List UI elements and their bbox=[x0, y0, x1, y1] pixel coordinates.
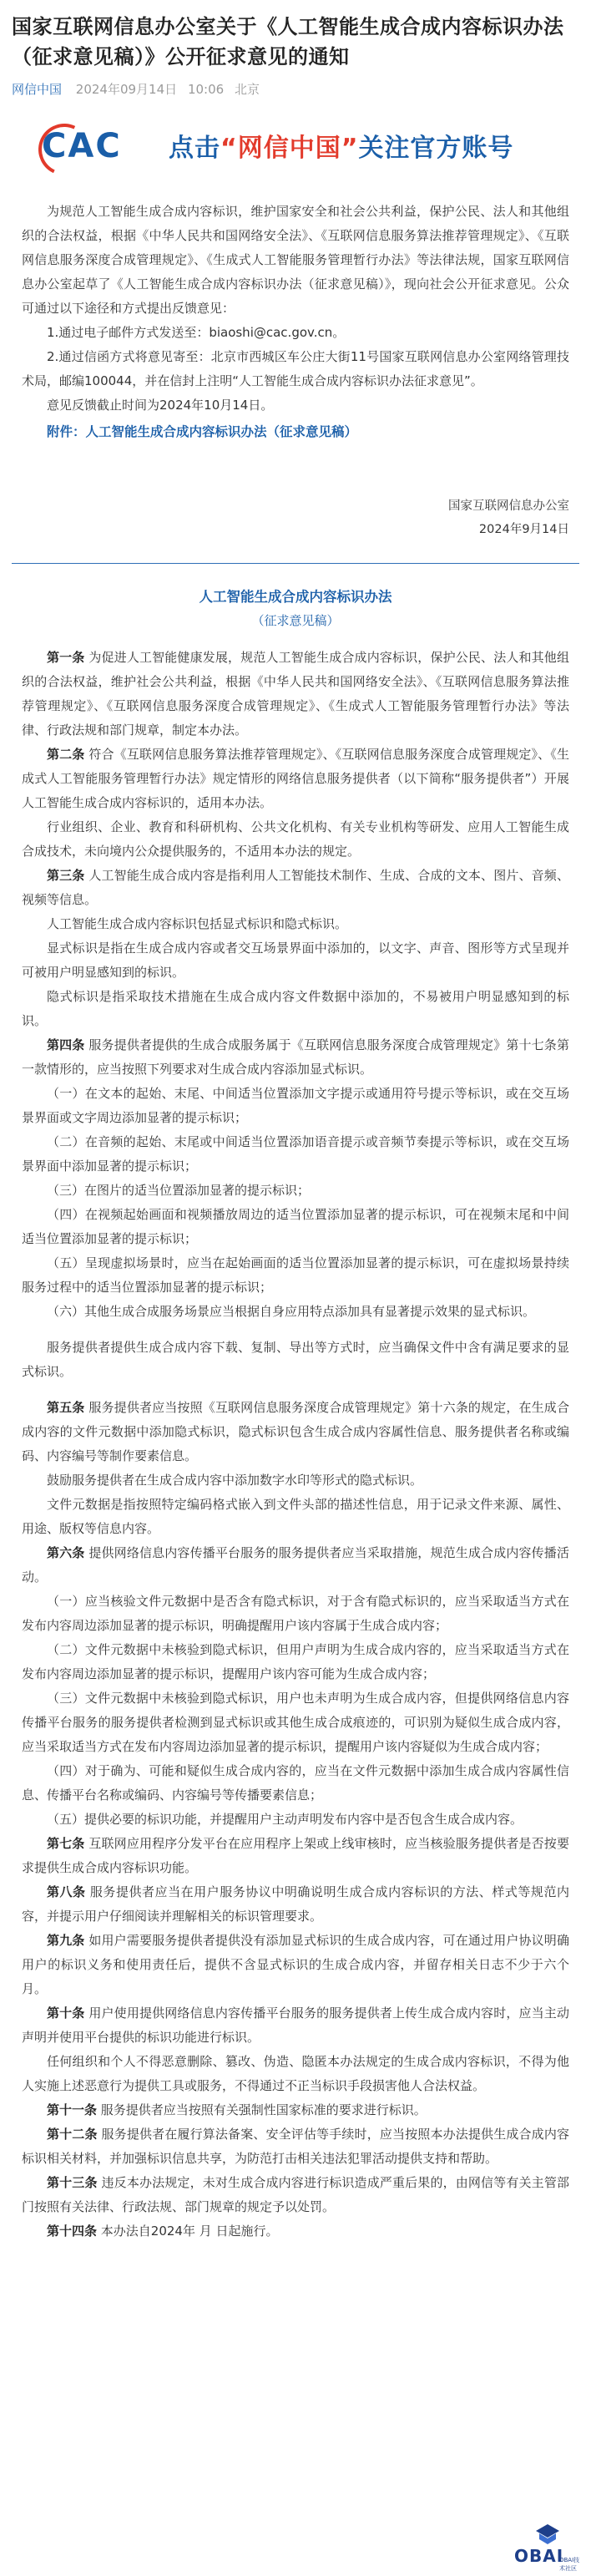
article-text: 为促进人工智能健康发展，规范人工智能生成合成内容标识，保护公民、法人和其他组织的合法权益，维护社会公共利益，根据《中华人民共和国网络安全法》、《互联网信息服务算法推荐管理规定》、《互联网信息服务深度合成管理规定》、《生成式人工智能服务管理暂行办法》等法律、行政法规和部门规章，制定本办法。 bbox=[22, 650, 569, 738]
clause-paragraph bbox=[22, 1590, 569, 1638]
article-number: 第二条 bbox=[47, 747, 85, 762]
regulation-title: 人工智能生成合成内容标识办法 bbox=[199, 589, 392, 605]
article-text: （四）对于确为、可能和疑似生成合成内容的，应当在文件元数据中添加生成合成内容属性信息、传播平台名称或编码、内容编号等传播要素信息； bbox=[22, 1763, 569, 1803]
article-text: （六）其他生成合成服务场景应当根据自身应用特点添加具有显著提示效果的显式标识。 bbox=[47, 1304, 536, 1319]
article-paragraph bbox=[22, 2219, 569, 2244]
article-text: 服务提供者提供的生成合成服务属于《互联网信息服务深度合成管理规定》第十七条第一款情形的，应当按照下列要求对生成合成内容添加显式标识。 bbox=[22, 1037, 569, 1077]
banner-suffix: 关注官方账号 bbox=[358, 134, 514, 163]
article-text: 人工智能生成合成内容标识包括显式标识和隐式标识。 bbox=[47, 916, 348, 931]
notice-paragraph: 为规范人工智能生成合成内容标识，维护国家安全和社会公共利益，保护公民、法人和其他组织的合法权益，根据《中华人民共和国网络安全法》、《互联网信息服务算法推荐管理规定》、《互联网信息服务深度合成管理规定》、《生成式人工智能服务管理暂行办法》等法律法规，国家互联网信息办公室起草了《人工智能生成合成内容标识办法（征求意见稿）》，现向社会公开征求意见。公众可通过以下途径和方式提出反馈意见： bbox=[22, 204, 569, 316]
attachment-link[interactable]: 附件：人工智能生成合成内容标识办法（征求意见稿） bbox=[47, 424, 358, 439]
article-text: （四）在视频起始画面和视频播放周边的适当位置添加显著的提示标识，可在视频末尾和中间适当位置添加显著的提示标识； bbox=[22, 1207, 569, 1246]
article-text: 如用户需要服务提供者提供没有添加显式标识的生成合成内容，可在通过用户协议明确用户的标识义务和使用责任后，提供不含显式标识的生成合成内容，并留存相关日志不少于六个月。 bbox=[22, 1933, 569, 1996]
article-text: （三）在图片的适当位置添加显著的提示标识； bbox=[47, 1183, 311, 1198]
notice-paragraph: 2.通过信函方式将意见寄至：北京市西城区车公庄大街11号国家互联网信息办公室网络管理技术局，邮编100044，并在信封上注明“人工智能生成合成内容标识办法征求意见”。 bbox=[22, 349, 569, 388]
banner-text bbox=[169, 127, 513, 164]
article-paragraph bbox=[22, 1880, 569, 1929]
article-text: 显式标识是指在生成合成内容或者交互场景界面中添加的，以文字、声音、图形等方式呈现并可被用户明显感知到的标识。 bbox=[22, 941, 569, 980]
article-text: 任何组织和个人不得恶意删除、篡改、伪造、隐匿本办法规定的生成合成内容标识，不得为他人实施上述恶意行为提供工具或服务，不得通过不正当标识手段损害他人合法权益。 bbox=[22, 2054, 569, 2093]
article-text: （一）在文本的起始、末尾、中间适当位置添加文字提示或通用符号提示等标识，或在交互场景界面或文字周边添加显著的提示标识； bbox=[22, 1086, 569, 1125]
signature-org: 国家互联网信息办公室 bbox=[448, 499, 569, 513]
clause-paragraph bbox=[22, 936, 569, 985]
clause-paragraph bbox=[22, 1468, 569, 1493]
publish-time: 10:06 bbox=[187, 82, 225, 97]
article-text: 符合《互联网信息服务算法推荐管理规定》、《互联网信息服务深度合成管理规定》、《生成式人工智能服务管理暂行办法》规定情形的网络信息服务提供者（以下简称“服务提供者”）开展人工智能生成合成内容标识的，适用本办法。 bbox=[22, 747, 569, 810]
watermark-logo bbox=[514, 2523, 581, 2572]
article-paragraph bbox=[22, 1033, 569, 1082]
article-text: 违反本办法规定，未对生成合成内容进行标识造成严重后果的，由网信等有关主管部门按照有关法律、行政法规、部门规章的规定予以处罚。 bbox=[22, 2175, 569, 2214]
clause-paragraph bbox=[22, 2050, 569, 2098]
article-text: （五）呈现虚拟场景时，应当在起始画面的适当位置添加显著的提示标识，可在虚拟场景持续服务过程中的适当位置添加显著的提示标识； bbox=[22, 1255, 569, 1295]
article-number: 第十条 bbox=[47, 2006, 85, 2021]
article-text: 服务提供者应当按照《互联网信息服务深度合成管理规定》第十六条的规定，在生成合成内容的文件元数据中添加隐式标识，隐式标识包含生成合成内容属性信息、服务提供者名称或编码、内容编号等制作要素信息。 bbox=[22, 1400, 569, 1463]
clause-paragraph bbox=[22, 1300, 569, 1324]
publish-date: 2024年09月14日 bbox=[75, 82, 178, 97]
logo-text: CAC bbox=[42, 127, 122, 165]
article-number: 第一条 bbox=[47, 650, 85, 665]
article-title: 国家互联网信息办公室关于《人工智能生成合成内容标识办法（征求意见稿）》公开征求意见的通知 bbox=[12, 15, 564, 68]
banner-highlight: “网信中国” bbox=[220, 134, 359, 163]
article-number: 第七条 bbox=[47, 1836, 85, 1851]
article-paragraph bbox=[22, 743, 569, 815]
article-text: 鼓励服务提供者在生成合成内容中添加数字水印等形式的隐式标识。 bbox=[47, 1473, 423, 1488]
clause-paragraph bbox=[22, 1082, 569, 1130]
article-paragraph bbox=[22, 2122, 569, 2171]
watermark-icon bbox=[534, 2523, 561, 2546]
clause-paragraph bbox=[22, 1638, 569, 1686]
divider bbox=[12, 563, 579, 564]
regulation-body bbox=[12, 586, 579, 2244]
source-link[interactable]: 网信中国 bbox=[12, 82, 63, 97]
clause-paragraph bbox=[22, 1203, 569, 1251]
watermark-subtext: OBAI技术社区 bbox=[559, 2557, 580, 2572]
article-number: 第四条 bbox=[47, 1037, 85, 1052]
article-number: 第六条 bbox=[47, 1545, 85, 1560]
article-paragraph bbox=[22, 1541, 569, 1590]
banner-prefix: 点击 bbox=[169, 134, 220, 163]
spacer bbox=[22, 1384, 569, 1396]
article-meta bbox=[12, 80, 579, 98]
article-text: 人工智能生成合成内容是指利用人工智能技术制作、生成、合成的文本、图片、音频、视频等信息。 bbox=[22, 868, 569, 907]
article-text: 本办法自2024年 月 日起施行。 bbox=[100, 2224, 279, 2239]
article-number: 第五条 bbox=[47, 1400, 85, 1415]
notice-paragraph: 1.通过电子邮件方式发送至：biaoshi@cac.gov.cn。 bbox=[47, 325, 346, 340]
article-paragraph bbox=[22, 1832, 569, 1880]
spacer bbox=[22, 1324, 569, 1336]
article-paragraph bbox=[22, 1396, 569, 1468]
article-paragraph bbox=[22, 646, 569, 743]
signature-date: 2024年9月14日 bbox=[478, 523, 569, 536]
cac-logo-icon bbox=[35, 120, 152, 170]
article-paragraph bbox=[22, 2098, 569, 2122]
clause-paragraph bbox=[22, 1179, 569, 1203]
clause-paragraph bbox=[22, 1336, 569, 1384]
article-text: （一）应当核验文件元数据中是否含有隐式标识，对于含有隐式标识的，应当采取适当方式在发布内容周边添加显著的提示标识，明确提醒用户该内容属于生成合成内容； bbox=[22, 1594, 569, 1633]
article-text: 行业组织、企业、教育和科研机构、公共文化机构、有关专业机构等研发、应用人工智能生成合成技术，未向境内公众提供服务的，不适用本办法的规定。 bbox=[22, 819, 569, 859]
article-number: 第十二条 bbox=[47, 2127, 98, 2142]
article-text: 服务提供者在履行算法备案、安全评估等手续时，应当按照本办法提供生成合成内容标识相关材料，并加强标识信息共享，为防范打击相关违法犯罪活动提供支持和帮助。 bbox=[22, 2127, 569, 2166]
clause-paragraph bbox=[22, 815, 569, 864]
article-text: 服务提供者应当在用户服务协议中明确说明生成合成内容标识的方法、样式等规范内容，并提示用户仔细阅读并理解相关的标识管理要求。 bbox=[22, 1884, 569, 1924]
article-paragraph bbox=[22, 2001, 569, 2050]
notice-paragraph: 意见反馈截止时间为2024年10月14日。 bbox=[47, 398, 274, 413]
article-paragraph bbox=[22, 1929, 569, 2001]
publish-location: 北京 bbox=[234, 82, 260, 97]
article-text: 用户使用提供网络信息内容传播平台服务的服务提供者上传生成合成内容时，应当主动声明并使用平台提供的标识功能进行标识。 bbox=[22, 2006, 569, 2045]
signature bbox=[22, 494, 569, 541]
article-text: 服务提供者提供生成合成内容下载、复制、导出等方式时，应当确保文件中含有满足要求的显式标识。 bbox=[22, 1340, 569, 1379]
article-text: （五）提供必要的标识功能，并提醒用户主动声明发布内容中是否包含生成合成内容。 bbox=[47, 1812, 523, 1827]
article-number: 第八条 bbox=[47, 1884, 86, 1899]
article-paragraph bbox=[22, 864, 569, 912]
article-number: 第十四条 bbox=[47, 2224, 98, 2239]
clause-paragraph bbox=[22, 1493, 569, 1541]
article-text: 隐式标识是指采取技术措施在生成合成内容文件数据中添加的，不易被用户明显感知到的标识。 bbox=[22, 989, 569, 1028]
clause-paragraph bbox=[22, 1251, 569, 1300]
clause-paragraph bbox=[22, 1130, 569, 1179]
article-text: 文件元数据是指按照特定编码格式嵌入到文件头部的描述性信息，用于记录文件来源、属性、用途、版权等信息内容。 bbox=[22, 1497, 569, 1536]
article-text: （三）文件元数据中未核验到隐式标识，用户也未声明为生成合成内容，但提供网络信息内容传播平台服务的服务提供者检测到显式标识或其他生成合成痕迹的，可识别为疑似生成合成内容，应当采取适当方式在发布内容周边添加显著的提示标识，提醒用户该内容疑似为生成合成内容； bbox=[22, 1691, 569, 1754]
regulation-articles bbox=[22, 646, 569, 2244]
follow-banner[interactable] bbox=[35, 116, 579, 175]
article-text: （二）文件元数据中未核验到隐式标识，但用户声明为生成合成内容的，应当采取适当方式在发布内容周边添加显著的提示标识，提醒用户该内容可能为生成合成内容； bbox=[22, 1642, 569, 1681]
article-number: 第三条 bbox=[47, 868, 85, 883]
article-number: 第十三条 bbox=[47, 2175, 98, 2190]
article-number: 第九条 bbox=[47, 1933, 85, 1948]
article-text: 服务提供者应当按照有关强制性国家标准的要求进行标识。 bbox=[100, 2102, 427, 2117]
clause-paragraph bbox=[22, 1686, 569, 1759]
watermark-text: OBAI bbox=[514, 2546, 564, 2566]
notice-body bbox=[12, 200, 579, 541]
clause-paragraph bbox=[22, 985, 569, 1033]
article-text: （二）在音频的起始、末尾或中间适当位置添加语音提示或音频节奏提示等标识，或在交互场景界面中添加显著的提示标识； bbox=[22, 1134, 569, 1174]
clause-paragraph bbox=[22, 912, 569, 936]
clause-paragraph bbox=[22, 1808, 569, 1832]
clause-paragraph bbox=[22, 1759, 569, 1808]
article-paragraph bbox=[22, 2171, 569, 2219]
article-text: 互联网应用程序分发平台在应用程序上架或上线审核时，应当核验服务提供者是否按要求提供生成合成内容标识功能。 bbox=[22, 1836, 569, 1875]
article-text: 提供网络信息内容传播平台服务的服务提供者应当采取措施，规范生成合成内容传播活动。 bbox=[22, 1545, 569, 1585]
regulation-subtitle: （征求意见稿） bbox=[251, 613, 340, 628]
article-number: 第十一条 bbox=[47, 2102, 98, 2117]
